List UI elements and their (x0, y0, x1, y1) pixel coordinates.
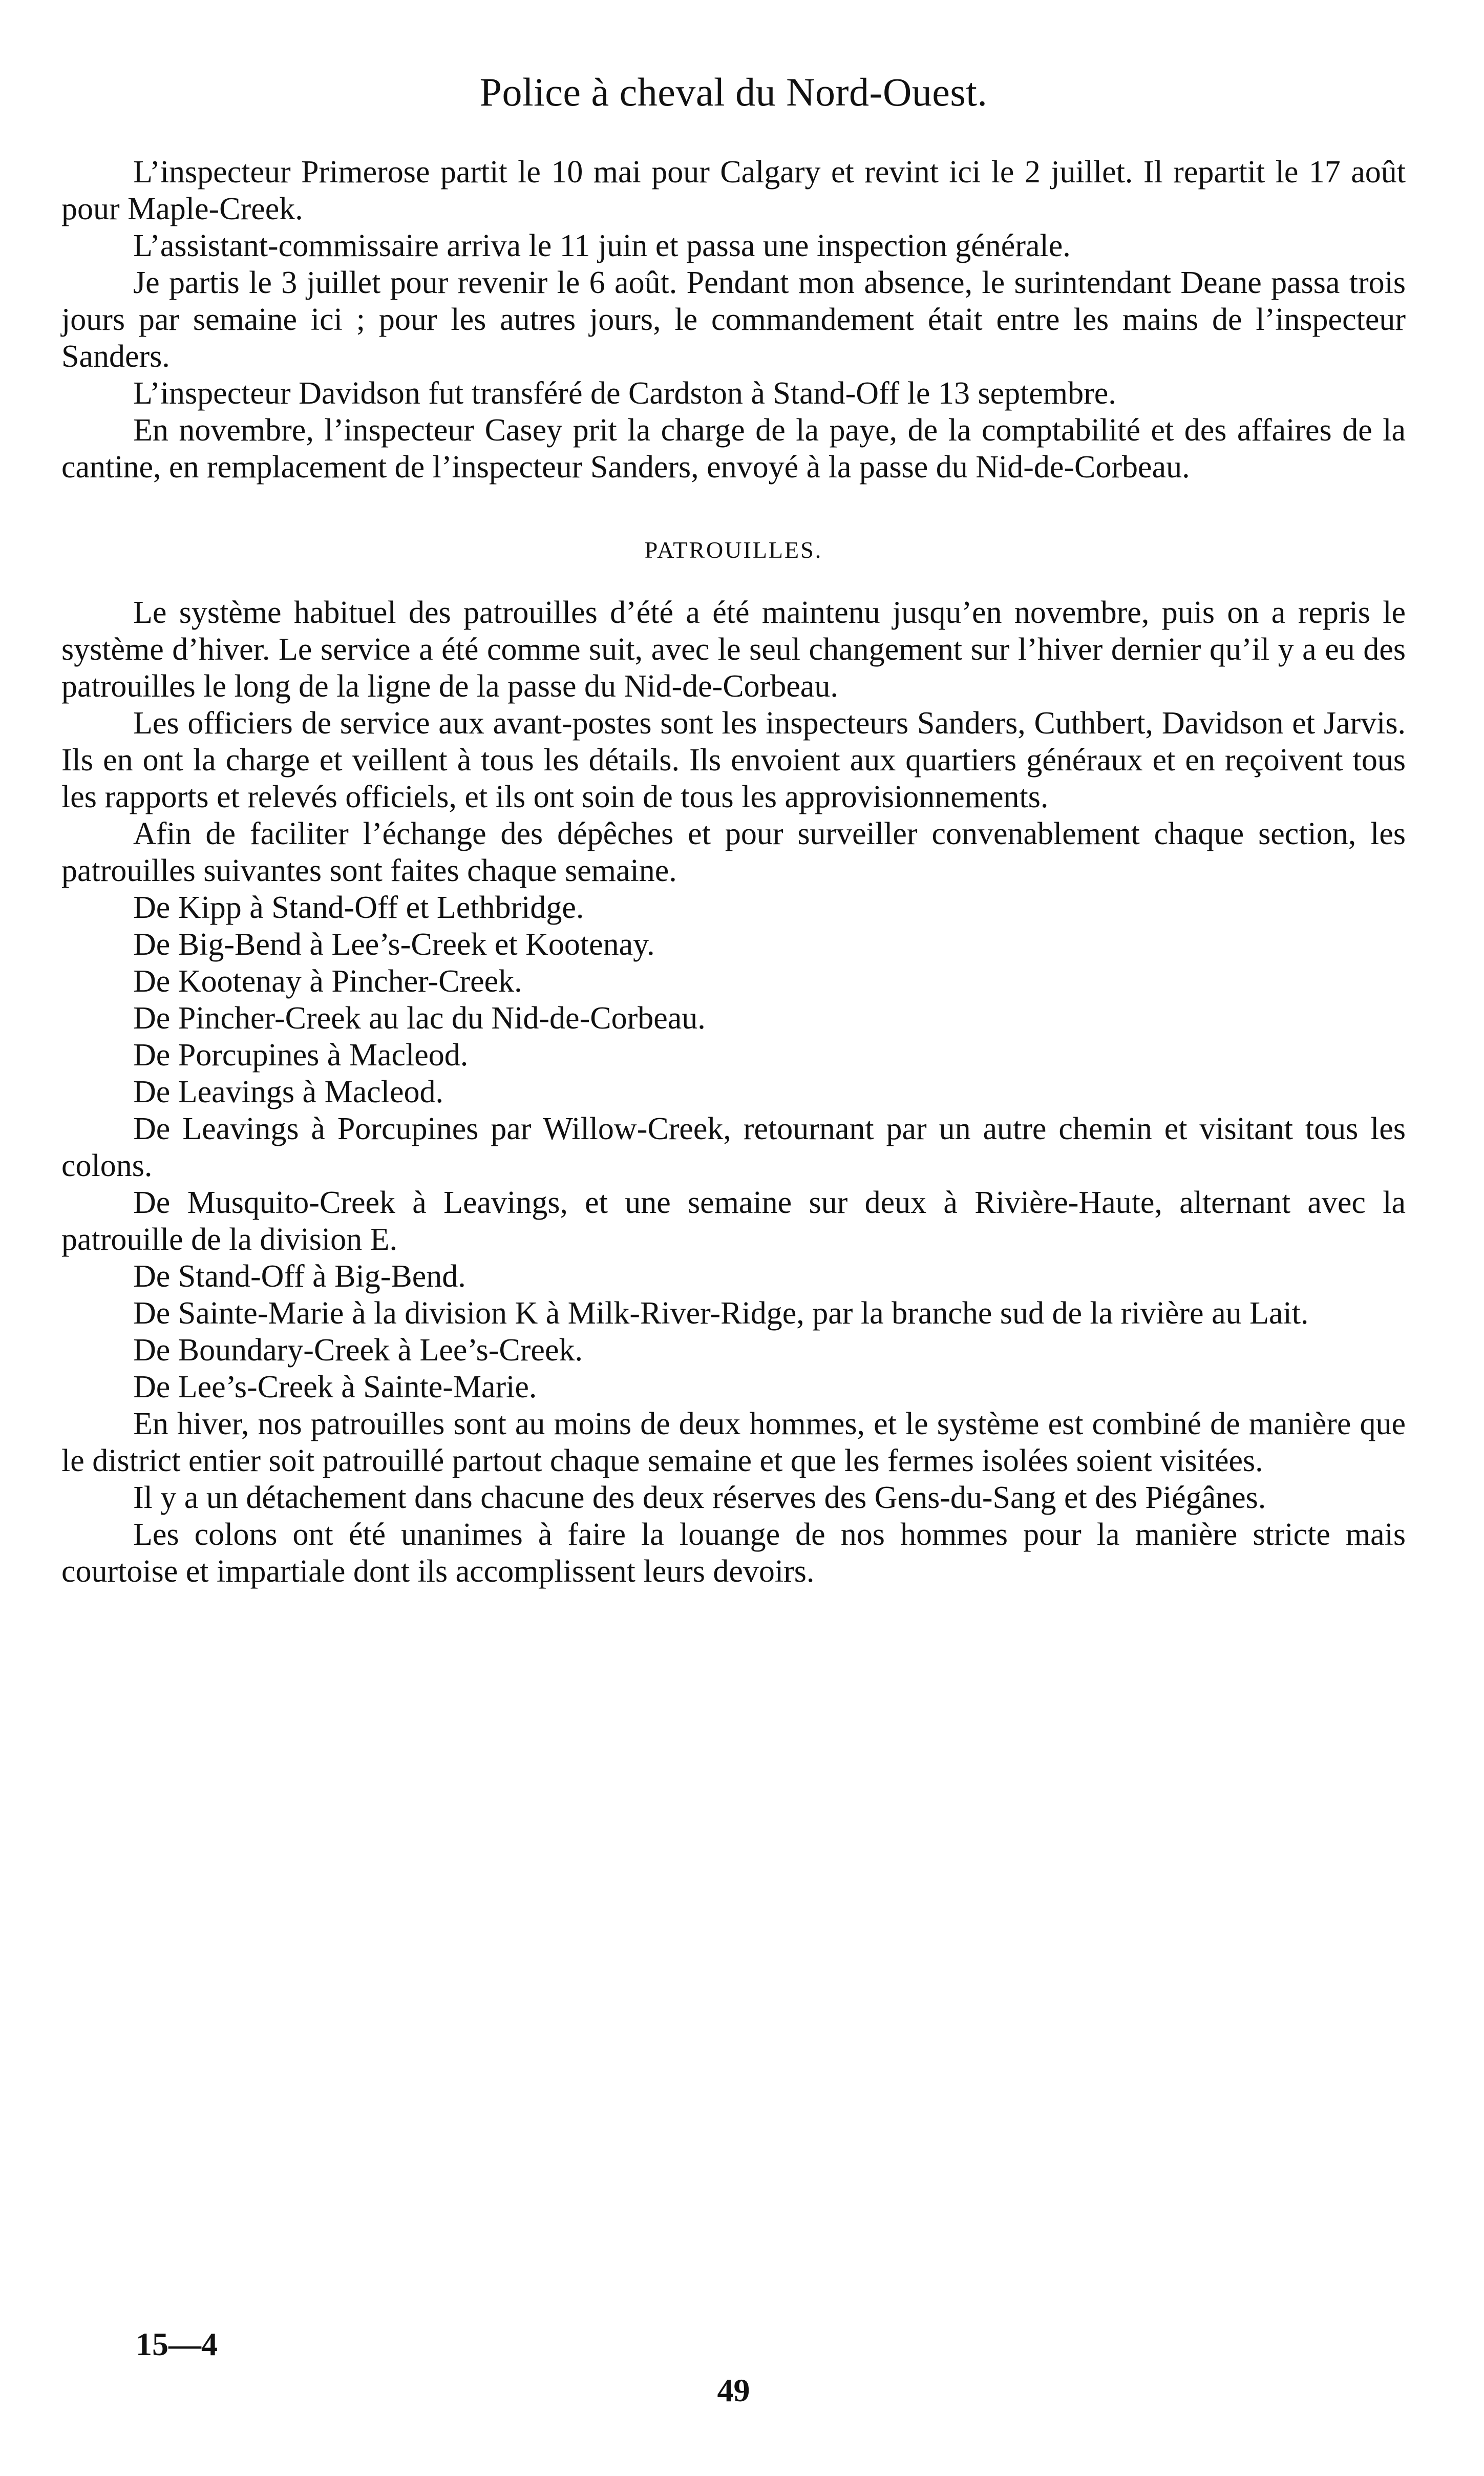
paragraph: Il y a un détachement dans chacune des deux réserves des Gens-du-Sang et des Piégânes. (133, 1480, 1266, 1515)
paragraph: L’inspecteur Primerose partit le 10 mai pour Calgary et revint ici le 2 juillet. Il repartit le 17 août pour Maple-Creek. (61, 155, 1406, 226)
page-number: 49 (717, 2372, 750, 2408)
patrol-route: De Boundary-Creek à Lee’s-Creek. (133, 1333, 583, 1368)
paragraph: Le système habituel des patrouilles d’été a été maintenu jusqu’en novembre, puis on a repris le système d’hiver. Le service a été comme suit, avec le seul changement sur l’hiver dernier qu’il y a eu des patrouilles le long de la ligne de la passe du Nid-de-Corbeau. (61, 595, 1406, 704)
patrol-route: De Kipp à Stand-Off et Lethbridge. (133, 890, 584, 925)
section-heading: PATROUILLES. (644, 537, 823, 563)
patrol-route: De Stand-Off à Big-Bend. (133, 1259, 466, 1294)
patrol-route: De Leavings à Porcupines par Willow-Creek, retournant par un autre chemin et visitant tous les colons. (61, 1111, 1406, 1183)
paragraph: Afin de faciliter l’échange des dépêches et pour surveiller convenablement chaque section, les patrouilles suivantes sont faites chaque semaine. (61, 816, 1406, 888)
patrol-route: De Big-Bend à Lee’s-Creek et Kootenay. (133, 927, 655, 962)
patrol-route: De Lee’s-Creek à Sainte-Marie. (133, 1370, 537, 1404)
patrol-route: De Leavings à Macleod. (133, 1075, 443, 1109)
patrol-route: De Musquito-Creek à Leavings, et une semaine sur deux à Rivière-Haute, alternant avec la patrouille de la division E. (61, 1185, 1406, 1257)
intro-paragraphs (61, 154, 1406, 486)
paragraph: En hiver, nos patrouilles sont au moins de deux hommes, et le système est combiné de manière que le district entier soit patrouillé partout chaque semaine et que les fermes isolées soient visitées. (61, 1407, 1406, 1478)
running-title: Police à cheval du Nord-Ouest. (479, 70, 988, 114)
paragraph: L’inspecteur Davidson fut transféré de Cardston à Stand-Off le 13 septembre. (133, 376, 1116, 411)
paragraph: Je partis le 3 juillet pour revenir le 6 août. Pendant mon absence, le surintendant Deane passa trois jours par semaine ici ; pour les autres jours, le commandement était entre les mains de l’inspecteur Sanders. (61, 265, 1406, 374)
patrol-route: De Pincher-Creek au lac du Nid-de-Corbeau. (133, 1001, 706, 1036)
patrol-route: De Porcupines à Macleod. (133, 1038, 469, 1073)
paragraph: L’assistant-commissaire arriva le 11 juin et passa une inspection générale. (133, 228, 1071, 263)
paragraph: En novembre, l’inspecteur Casey prit la charge de la paye, de la comptabilité et des affaires de la cantine, en remplacement de l’inspecteur Sanders, envoyé à la passe du Nid-de-Corbeau. (61, 413, 1406, 485)
patrol-route: De Kootenay à Pincher-Creek. (133, 964, 522, 999)
signature-mark: 15—4 (136, 2326, 218, 2362)
document-page (61, 0, 1406, 2476)
paragraph: Les colons ont été unanimes à faire la louange de nos hommes pour la manière stricte mais courtoise et impartiale dont ils accomplissent leurs devoirs. (61, 1517, 1406, 1589)
paragraph: Les officiers de service aux avant-postes sont les inspecteurs Sanders, Cuthbert, Davidson et Jarvis. Ils en ont la charge et veillent à tous les détails. Ils envoient aux quartiers généraux et en reçoivent tous les rapports et relevés officiels, et ils ont soin de tous les approvisionnements. (61, 706, 1406, 814)
body-text (61, 154, 1406, 1590)
patrol-route: De Sainte-Marie à la division K à Milk-River-Ridge, par la branche sud de la rivière au Lait. (133, 1296, 1309, 1331)
patrol-paragraphs (61, 594, 1406, 1590)
